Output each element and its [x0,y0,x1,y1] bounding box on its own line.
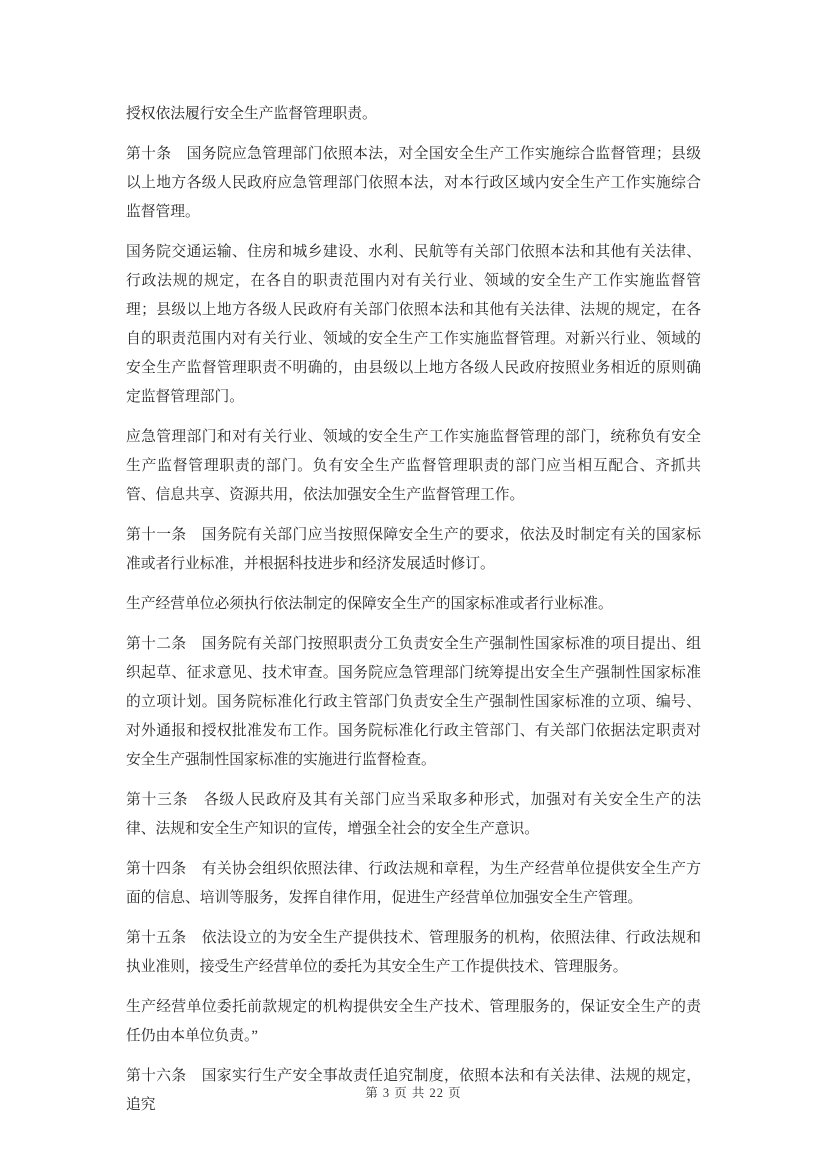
paragraph-article-11: 第十一条 国务院有关部门应当按照保障安全生产的要求，依法及时制定有关的国家标准或者行业标准，并根据科技进步和经济发展适时修订。 [126,527,701,572]
paragraph: 应急管理部门和对有关行业、领域的安全生产工作实施监督管理的部门，统称负有安全生产监督管理职责的部门。负有安全生产监督管理职责的部门应当相互配合、齐抓共管、信息共享、资源共用，依法加强安全生产监督管理工作。 [126,429,701,503]
page-footer [0,1085,827,1101]
paragraph: 国务院交通运输、住房和城乡建设、水利、民航等有关部门依照本法和其他有关法律、行政法规的规定，在各自的职责范围内对有关行业、领域的安全生产工作实施监督管理；县级以上地方各级人民政府有关部门依照本法和其他有关法律、法规的规定，在各自的职责范围内对有关行业、领域的安全生产工作实施监督管理。对新兴行业、领域的安全生产监督管理职责不明确的，由县级以上地方各级人民政府按照业务相近的原则确定监督管理部门。 [126,244,701,405]
paragraph-article-16: 第十六条 国家实行生产安全事故责任追究制度，依照本法和有关法律、法规的规定，追究 [126,1068,701,1113]
paragraph: 生产经营单位委托前款规定的机构提供安全生产技术、管理服务的，保证安全生产的责任仍由本单位负责。” [126,999,701,1044]
page-number-label: 第 3 页 共 22 页 [365,1086,462,1100]
paragraph-article-14: 第十四条 有关协会组织依照法律、行政法规和章程，为生产经营单位提供安全生产方面的信息、培训等服务，发挥自律作用，促进生产经营单位加强安全生产管理。 [126,861,701,906]
paragraph-article-13: 第十三条 各级人民政府及其有关部门应当采取多种形式，加强对有关安全生产的法律、法规和安全生产知识的宣传，增强全社会的安全生产意识。 [126,792,701,837]
paragraph-article-15: 第十五条 依法设立的为安全生产提供技术、管理服务的机构，依照法律、行政法规和执业准则，接受生产经营单位的委托为其安全生产工作提供技术、管理服务。 [126,930,701,975]
paragraph-article-12: 第十二条 国务院有关部门按照职责分工负责安全生产强制性国家标准的项目提出、组织起草、征求意见、技术审查。国务院应急管理部门统筹提出安全生产强制性国家标准的立项计划。国务院标准化行政主管部门负责安全生产强制性国家标准的立项、编号、对外通报和授权批准发布工作。国务院标准化行政主管部门、有关部门依据法定职责对安全生产强制性国家标准的实施进行监督检查。 [126,636,701,768]
paragraph-article-10: 第十条 国务院应急管理部门依照本法，对全国安全生产工作实施综合监督管理；县级以上地方各级人民政府应急管理部门依照本法，对本行政区域内安全生产工作实施综合监督管理。 [126,146,701,220]
paragraph: 生产经营单位必须执行依法制定的保障安全生产的国家标准或者行业标准。 [126,596,613,612]
paragraph: 授权依法履行安全生产监督管理职责。 [126,106,377,122]
document-body [126,100,701,1131]
